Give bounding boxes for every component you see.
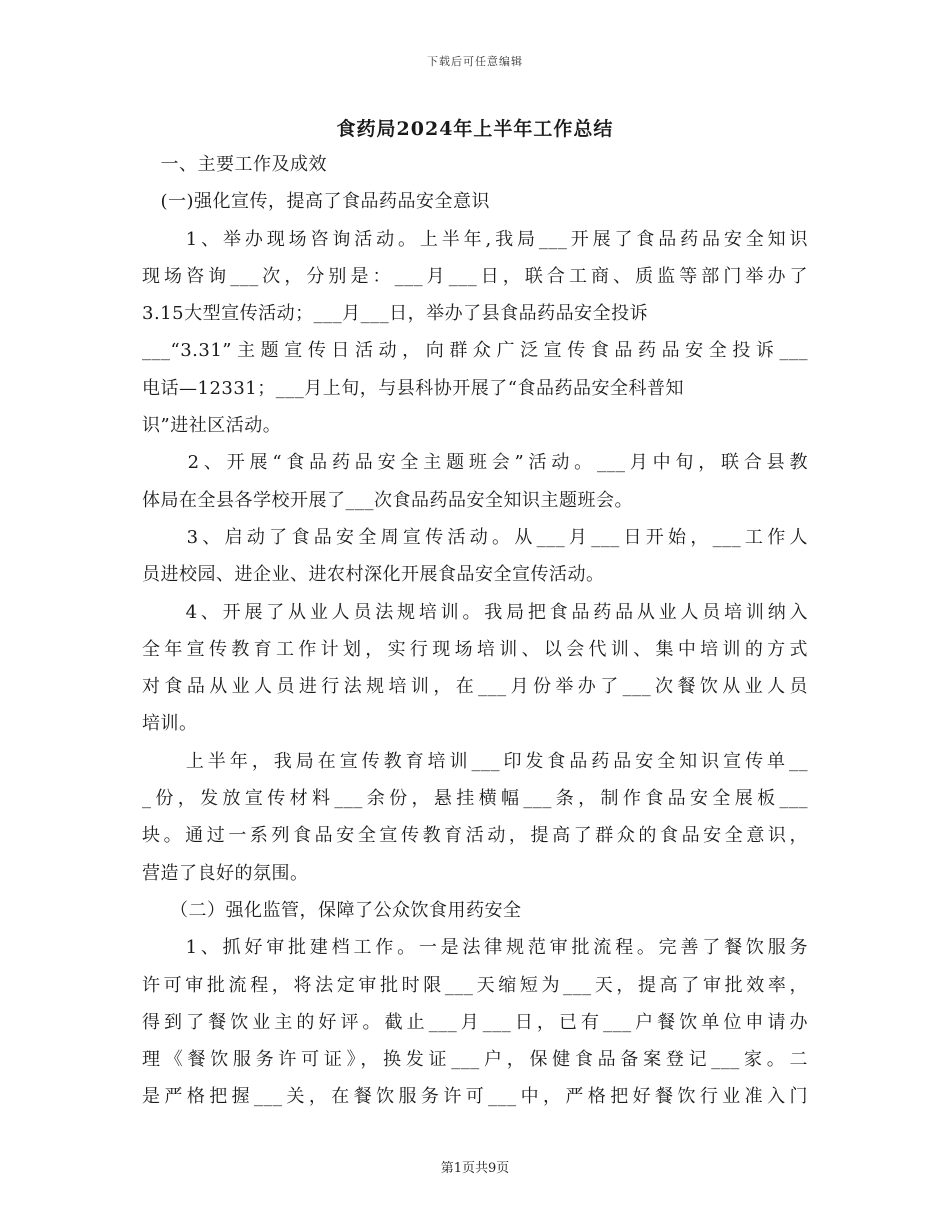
document-body [142, 146, 808, 1116]
text-line: （二）强化监管，保障了公众饮食用药安全 [142, 899, 522, 921]
text-line: 全年宣传教育工作计划，实行现场培训、以会代训、集中培训的方式 [142, 638, 808, 660]
text-line: 上半年，我局在宣传教育培训___印发食品药品安全知识宣传单__ [142, 750, 808, 772]
text-line: 1、抓好审批建档工作。一是法律规范审批流程。完善了餐饮服务 [142, 937, 808, 959]
page-footer: 第1页共9页 [440, 1161, 510, 1176]
text-line: ___“3.31”主题宣传日活动，向群众广泛宣传食品药品安全投诉___ [142, 340, 808, 362]
text-line: 一、主要工作及成效 [142, 154, 327, 175]
text-line: 员进校园、进企业、进农村深化开展食品安全宣传活动。 [142, 564, 605, 586]
text-line: 得到了餐饮业主的好评。截止___月___日，已有___户餐饮单位申请办 [142, 1011, 808, 1033]
text-line: 体局在全县各学校开展了___次食品药品安全知识主题班会。 [142, 489, 633, 511]
text-line: 理《餐饮服务许可证》，换发证___户，保健食品备案登记___家。二 [142, 1049, 808, 1071]
text-line: 是严格把握___关，在餐饮服务许可___中，严格把好餐饮行业准入门 [142, 1086, 808, 1108]
text-line: (一)强化宣传，提高了食品药品安全意识 [142, 191, 491, 213]
text-line: 营造了良好的氛围。 [142, 862, 309, 884]
text-line: 培训。 [142, 713, 198, 735]
text-line: _份，发放宣传材料___余份，悬挂横幅___条，制作食品安全展板___ [142, 788, 808, 810]
text-line: 1、举办现场咨询活动。上半年,我局___开展了食品药品安全知识 [142, 228, 808, 250]
text-line: 3、启动了食品安全周宣传活动。从___月___日开始，___工作人 [142, 526, 808, 548]
text-line: 块。通过一系列食品安全宣传教育活动，提高了群众的食品安全意识， [142, 825, 808, 847]
text-line: 4、开展了从业人员法规培训。我局把食品药品从业人员培训纳入 [142, 601, 808, 623]
text-line: 电话—12331；___月上旬，与县科协开展了“食品药品安全科普知 [142, 377, 684, 399]
text-line: 许可审批流程，将法定审批时限___天缩短为___天，提高了审批效率， [142, 974, 808, 996]
text-line: 识”进社区活动。 [142, 415, 282, 437]
page-header-note: 下载后可任意编辑 [427, 55, 523, 68]
text-line: 对食品从业人员进行法规培训，在___月份举办了___次餐饮从业人员 [142, 676, 808, 698]
text-line: 现场咨询___次，分别是：___月___日，联合工商、质监等部门举办了 [142, 265, 808, 287]
text-line: 2、开展“食品药品安全主题班会”活动。___月中旬，联合县教 [142, 452, 808, 474]
document-title: 食药局2024年上半年工作总结 [336, 118, 614, 140]
text-line: 3.15大型宣传活动；___月___日，举办了县食品药品安全投诉 [142, 303, 649, 325]
